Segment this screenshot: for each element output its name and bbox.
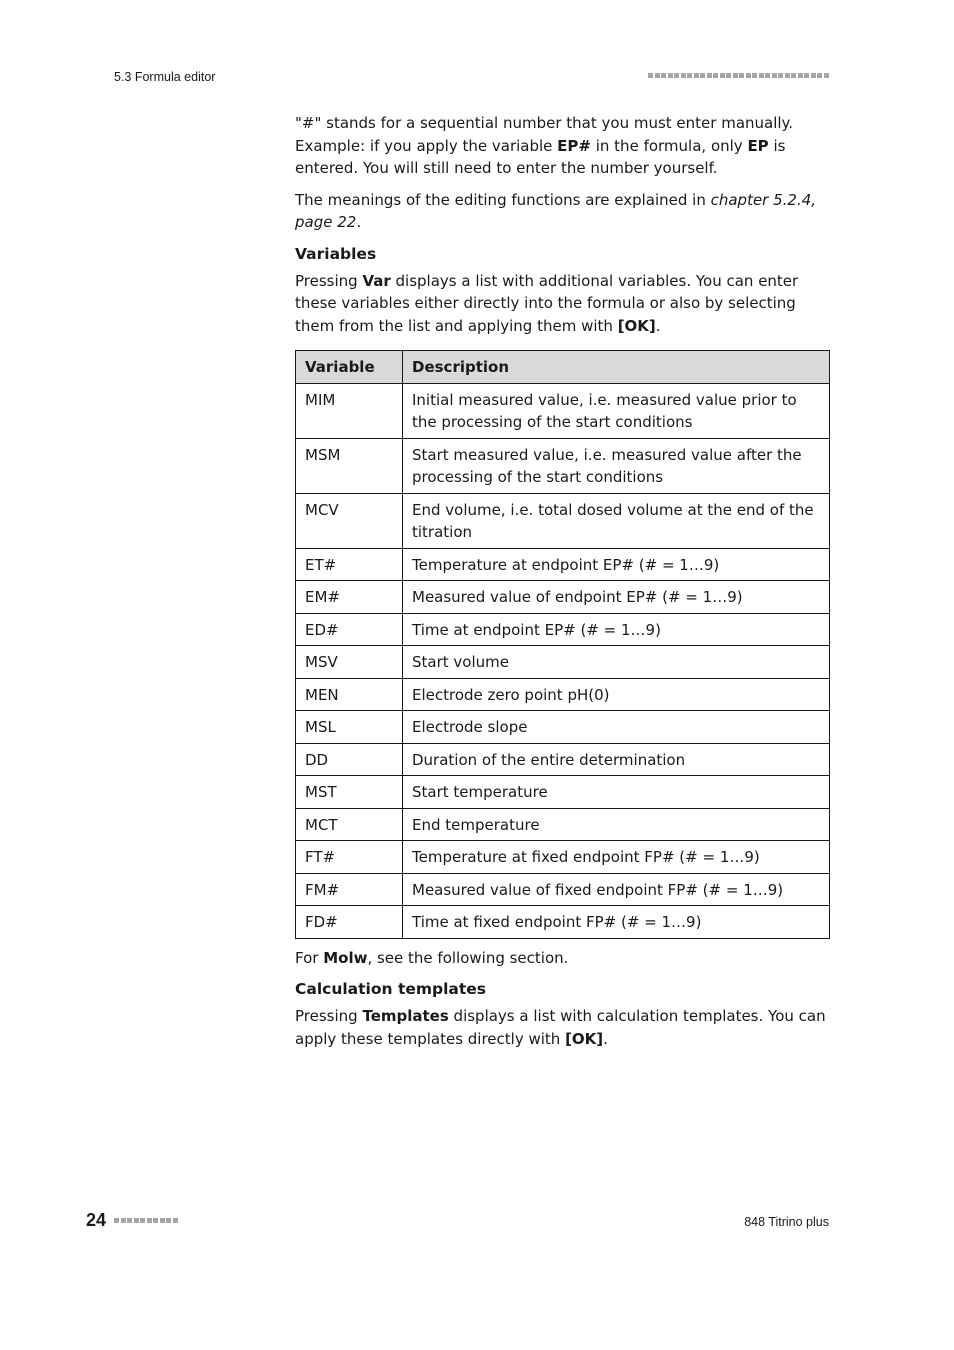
variable-cell: MSM <box>296 438 403 493</box>
calculation-templates-heading: Calculation templates <box>295 980 487 998</box>
decorative-square <box>114 1218 119 1223</box>
decorative-square <box>726 73 731 78</box>
variables-table <box>295 350 830 939</box>
table-row <box>296 743 830 776</box>
page-body <box>295 112 835 1059</box>
decorative-square <box>121 1218 126 1223</box>
table-row <box>296 613 830 646</box>
description-cell: Time at endpoint EP# (# = 1…9) <box>403 613 830 646</box>
decorative-square <box>166 1218 171 1223</box>
table-row <box>296 383 830 438</box>
page-number: 24 <box>86 1210 107 1230</box>
description-cell: Initial measured value, i.e. measured value prior to the processing of the start conditions <box>403 383 830 438</box>
variable-cell: FD# <box>296 906 403 939</box>
decorative-square <box>798 73 803 78</box>
header-decorative-dots <box>648 73 829 78</box>
description-cell: Electrode slope <box>403 711 830 744</box>
decorative-square <box>668 73 673 78</box>
description-cell: Start volume <box>403 646 830 679</box>
decorative-square <box>765 73 770 78</box>
molw-paragraph: For Molw, see the following section. <box>295 948 569 967</box>
decorative-square <box>648 73 653 78</box>
table-row <box>296 548 830 581</box>
table-row <box>296 808 830 841</box>
chapter-reference-link[interactable]: chapter 5.2.4, page 22 <box>295 190 817 231</box>
description-cell: End volume, i.e. total dosed volume at the end of the titration <box>403 493 830 548</box>
decorative-square <box>173 1218 178 1223</box>
decorative-square <box>687 73 692 78</box>
description-cell: Electrode zero point pH(0) <box>403 678 830 711</box>
variable-cell: MST <box>296 776 403 809</box>
description-cell: Duration of the entire determination <box>403 743 830 776</box>
variable-cell: DD <box>296 743 403 776</box>
decorative-square <box>733 73 738 78</box>
variable-cell: FM# <box>296 873 403 906</box>
table-row <box>296 438 830 493</box>
intro-paragraph-1: "#" stands for a sequential number that you must enter manually. Example: if you apply the variable EP# in the formula, only EP is entered. You will still need to enter the number yourself. <box>295 114 794 177</box>
variable-cell: MIM <box>296 383 403 438</box>
variables-heading: Variables <box>295 244 377 263</box>
decorative-square <box>817 73 822 78</box>
decorative-square <box>720 73 725 78</box>
description-cell: Start temperature <box>403 776 830 809</box>
decorative-square <box>681 73 686 78</box>
decorative-square <box>674 73 679 78</box>
decorative-square <box>661 73 666 78</box>
table-row <box>296 873 830 906</box>
decorative-square <box>140 1218 145 1223</box>
decorative-square <box>746 73 751 78</box>
decorative-square <box>778 73 783 78</box>
decorative-square <box>752 73 757 78</box>
variable-cell: EM# <box>296 581 403 614</box>
decorative-square <box>785 73 790 78</box>
decorative-square <box>700 73 705 78</box>
decorative-square <box>791 73 796 78</box>
decorative-square <box>707 73 712 78</box>
variable-cell: MSV <box>296 646 403 679</box>
variable-cell: MCV <box>296 493 403 548</box>
decorative-square <box>811 73 816 78</box>
variable-cell: MCT <box>296 808 403 841</box>
table-row <box>296 581 830 614</box>
decorative-square <box>739 73 744 78</box>
column-header-variable: Variable <box>296 351 403 384</box>
description-cell: Measured value of endpoint EP# (# = 1…9) <box>403 581 830 614</box>
variable-cell: ET# <box>296 548 403 581</box>
decorative-square <box>804 73 809 78</box>
variable-cell: MEN <box>296 678 403 711</box>
table-row <box>296 776 830 809</box>
decorative-square <box>153 1218 158 1223</box>
table-row <box>296 841 830 874</box>
description-cell: End temperature <box>403 808 830 841</box>
description-cell: Measured value of fixed endpoint FP# (# = 1…9) <box>403 873 830 906</box>
footer-product-name: 848 Titrino plus <box>744 1215 829 1229</box>
variable-cell: ED# <box>296 613 403 646</box>
footer-decorative-dots <box>114 1218 178 1223</box>
variable-cell: FT# <box>296 841 403 874</box>
table-row <box>296 711 830 744</box>
decorative-square <box>127 1218 132 1223</box>
description-cell: Time at fixed endpoint FP# (# = 1…9) <box>403 906 830 939</box>
templates-paragraph: Pressing Templates displays a list with calculation templates. You can apply these templates directly with [OK]. <box>295 1007 826 1048</box>
variables-paragraph: Pressing Var displays a list with additional variables. You can enter these variables either directly into the formula or also by selecting them from the list and applying them with [OK]. <box>295 271 799 335</box>
decorative-square <box>134 1218 139 1223</box>
intro-paragraph-2: The meanings of the editing functions are explained in chapter 5.2.4, page 22. <box>295 190 817 231</box>
table-row <box>296 678 830 711</box>
description-cell: Temperature at fixed endpoint FP# (# = 1…9) <box>403 841 830 874</box>
decorative-square <box>160 1218 165 1223</box>
table-row <box>296 493 830 548</box>
decorative-square <box>824 73 829 78</box>
decorative-square <box>694 73 699 78</box>
decorative-square <box>655 73 660 78</box>
table-header-row <box>296 351 830 384</box>
variable-cell: MSL <box>296 711 403 744</box>
table-row <box>296 646 830 679</box>
column-header-description: Description <box>403 351 830 384</box>
description-cell: Start measured value, i.e. measured value after the processing of the start conditions <box>403 438 830 493</box>
decorative-square <box>713 73 718 78</box>
decorative-square <box>772 73 777 78</box>
running-header-section: 5.3 Formula editor <box>114 70 216 84</box>
decorative-square <box>147 1218 152 1223</box>
description-cell: Temperature at endpoint EP# (# = 1…9) <box>403 548 830 581</box>
table-row <box>296 906 830 939</box>
decorative-square <box>759 73 764 78</box>
